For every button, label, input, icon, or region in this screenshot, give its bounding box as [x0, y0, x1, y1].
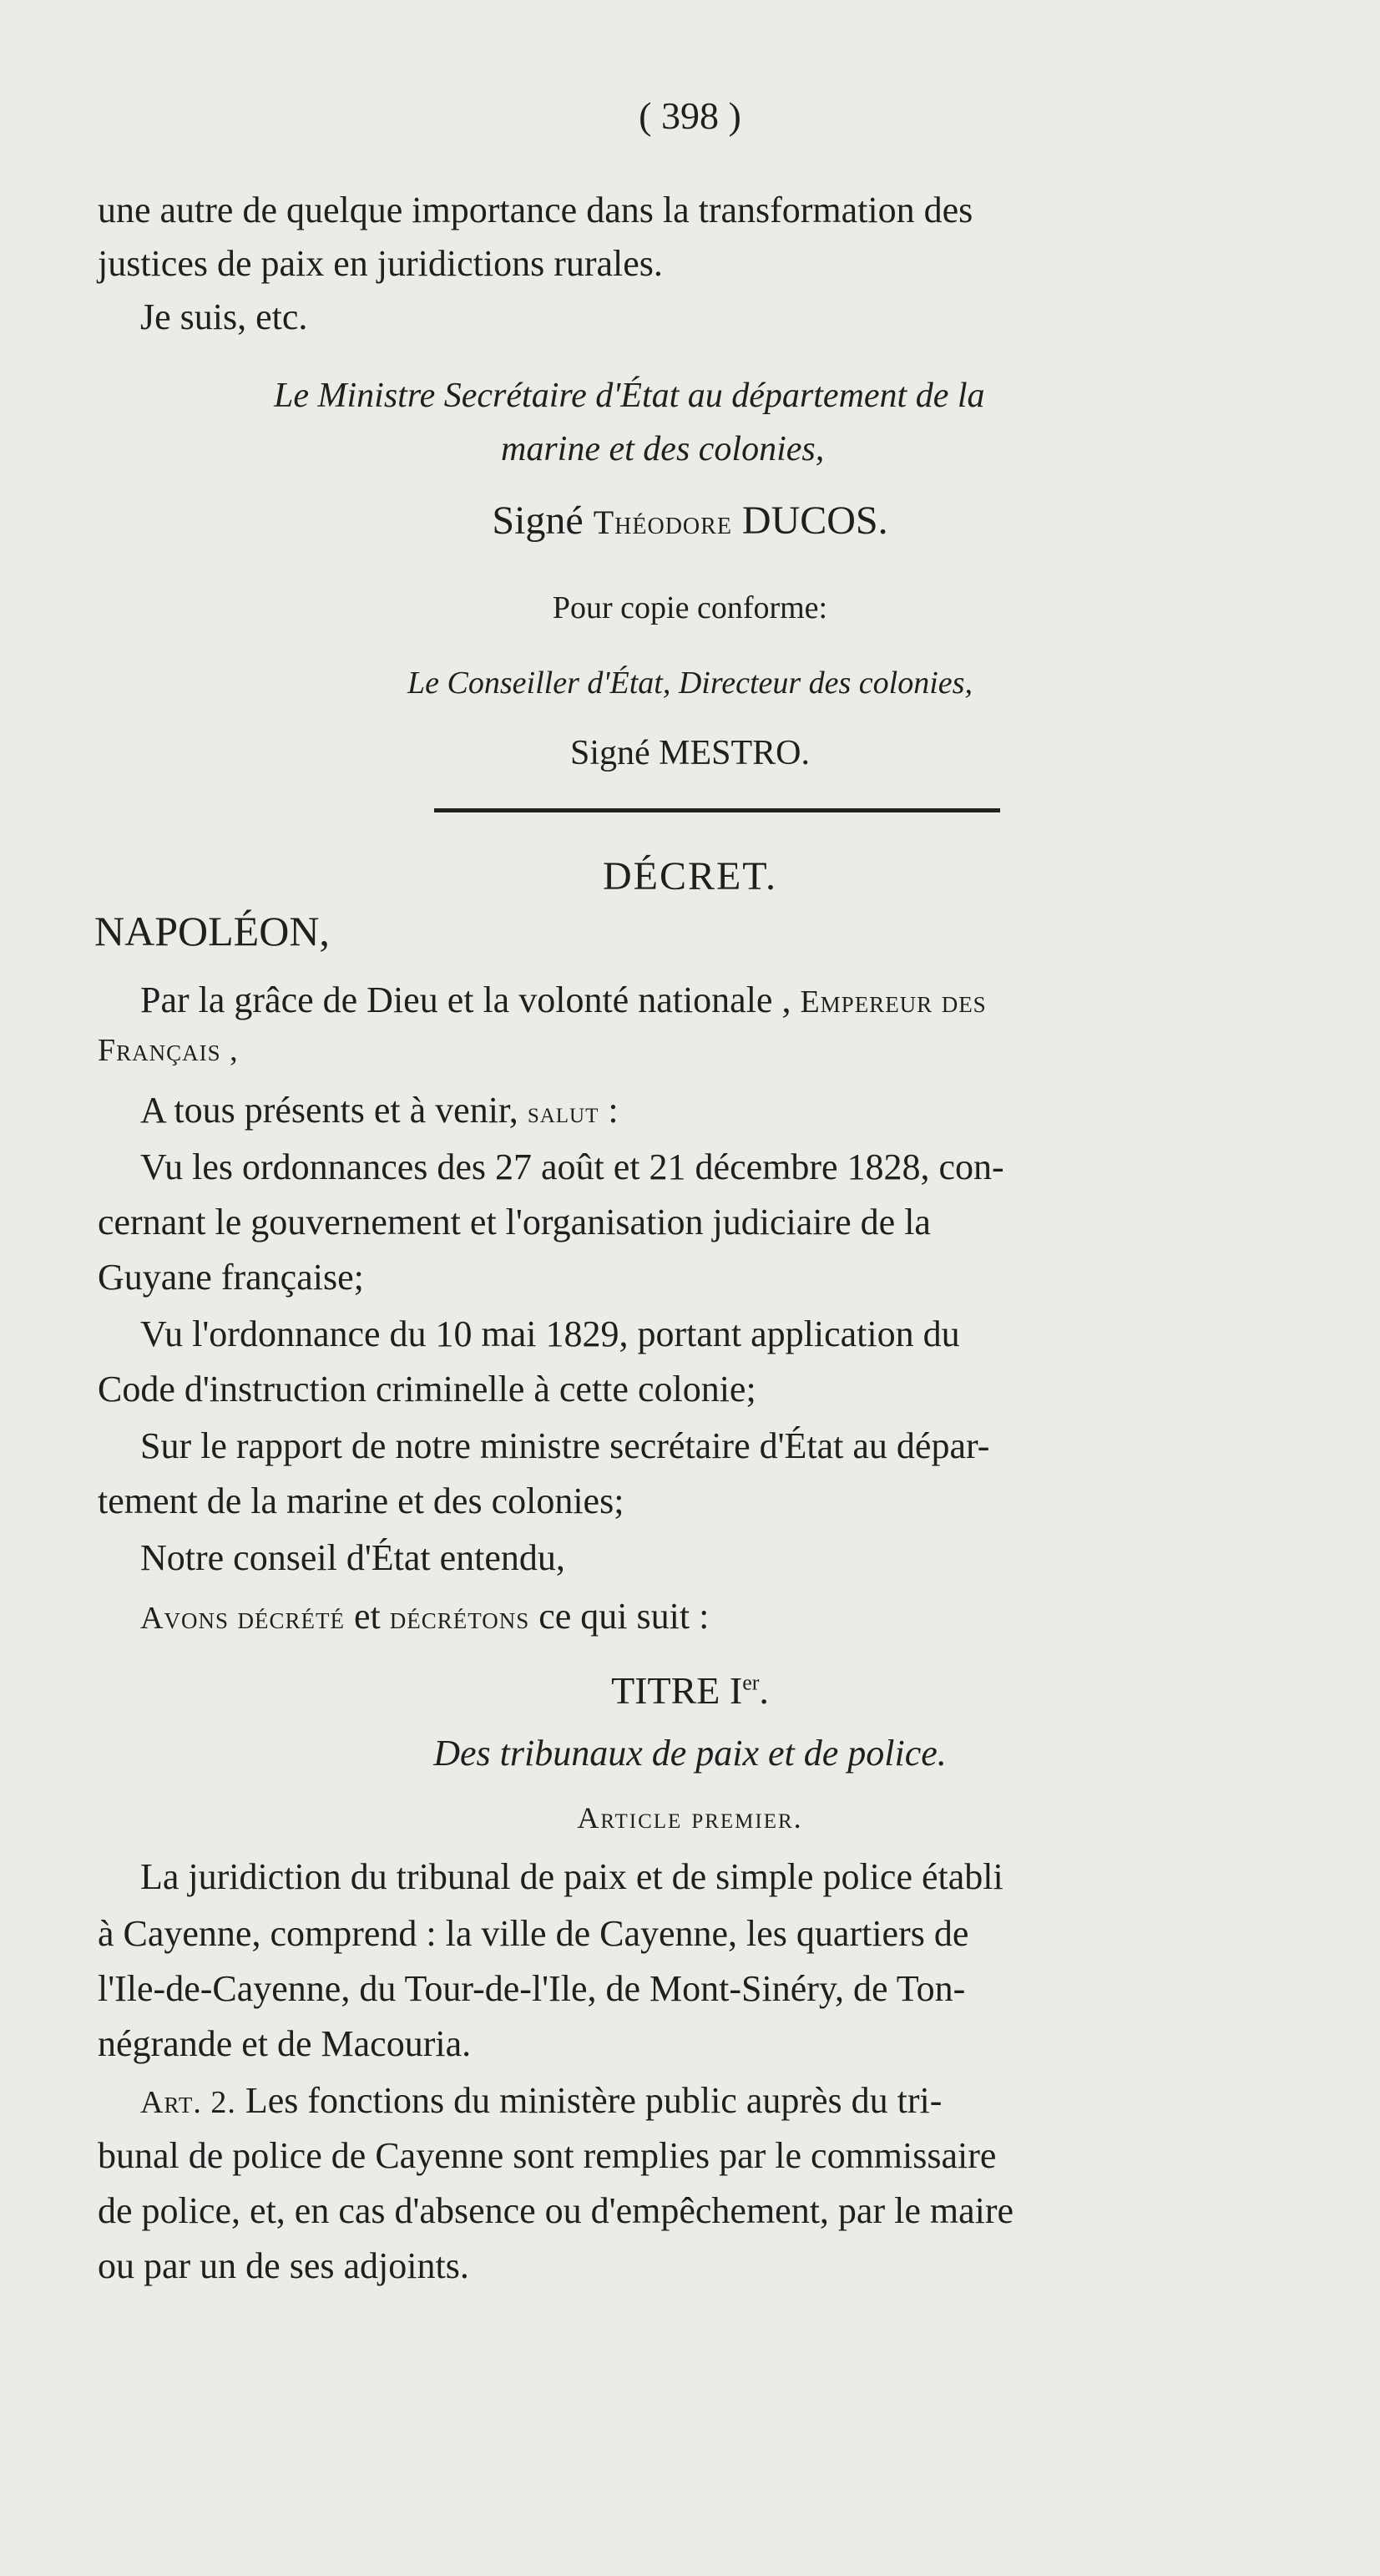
- intro-line: une autre de quelque importance dans la transformation des: [98, 190, 973, 230]
- ce-qui-suit: ce qui suit :: [538, 1596, 710, 1637]
- article2-line: de police, et, en cas d'absence ou d'empêchement, par le maire: [98, 2190, 1014, 2231]
- decree-heading: DÉCRET.: [602, 854, 778, 898]
- article1-line: négrande et de Macouria.: [98, 2023, 472, 2064]
- salut-word: salut: [527, 1096, 599, 1129]
- titre-subtitle: Des tribunaux de paix et de police.: [433, 1733, 947, 1774]
- vu-ordonnances-line: Guyane française;: [98, 1257, 364, 1298]
- signature-mestro: Signé MESTRO.: [569, 734, 811, 772]
- signature-ducos: [0, 498, 1380, 544]
- conseil-line: Notre conseil d'État entendu,: [140, 1537, 565, 1578]
- first-name: Théodore: [593, 504, 732, 541]
- vu-ordonnances-line: Vu les ordonnances des 27 août et 21 décembre 1828, con-: [140, 1146, 1004, 1187]
- vu-ordonnances-line: cernant le gouvernement et l'organisation judiciaire de la: [98, 1202, 931, 1242]
- last-name: DUCOS.: [741, 498, 888, 543]
- intro-line: justices de paix en juridictions rurales.: [98, 243, 663, 284]
- et-word: et: [353, 1596, 381, 1637]
- empereur-title: Empereur des: [800, 984, 987, 1020]
- decretons: décrétons: [389, 1601, 530, 1636]
- titre-period: .: [759, 1669, 769, 1712]
- avons-decrete-line: [140, 1595, 709, 1637]
- page-number: ( 398 ): [639, 94, 741, 137]
- conseiller-title: Le Conseiller d'État, Directeur des colonies,: [407, 666, 973, 701]
- vu-ordonnance-line: Code d'instruction criminelle à cette colonie;: [98, 1369, 756, 1409]
- article2-line: ou par un de ses adjoints.: [98, 2245, 469, 2286]
- article2-line: bunal de police de Cayenne sont remplies par le commissaire: [98, 2135, 997, 2176]
- pour-copie: Pour copie conforme:: [552, 590, 828, 625]
- salut-line: [140, 1089, 619, 1131]
- signe-word: Signé: [492, 498, 584, 543]
- vu-ordonnance-line: Vu l'ordonnance du 10 mai 1829, portant application du: [140, 1313, 960, 1354]
- grace-text: Par la grâce de Dieu et la volonté nationale ,: [140, 979, 791, 1020]
- article-premier-heading: Article premier.: [577, 1801, 803, 1835]
- emperor-name: NAPOLÉON,: [94, 908, 330, 954]
- titre-text: TITRE I: [611, 1669, 743, 1712]
- salut-colon: :: [608, 1090, 619, 1131]
- rapport-line: Sur le rapport de notre ministre secrétaire d'État au dépar-: [140, 1425, 990, 1466]
- minister-title: Le Ministre Secrétaire d'État au département de la: [274, 377, 985, 415]
- separator-rule: [434, 808, 1000, 812]
- art2-text: Les fonctions du ministère public auprès du tri-: [245, 2080, 943, 2121]
- art2-label: Art. 2.: [140, 2085, 236, 2120]
- titre-superscript: er: [742, 1670, 760, 1695]
- rapport-line: tement de la marine et des colonies;: [98, 1480, 624, 1521]
- francais-line: Français ,: [98, 1033, 239, 1068]
- article2-line: [140, 2079, 942, 2122]
- titre-heading: [0, 1668, 1380, 1713]
- salut-text: A tous présents et à venir,: [140, 1090, 518, 1131]
- minister-title: marine et des colonies,: [501, 430, 825, 468]
- article1-line: l'Ile-de-Cayenne, du Tour-de-l'Ile, de Mont-Sinéry, de Ton-: [98, 1968, 966, 2009]
- avons-decrete: Avons décrété: [140, 1601, 345, 1636]
- article1-line: à Cayenne, comprend : la ville de Cayenne, les quartiers de: [98, 1913, 969, 1954]
- grace-line: [140, 979, 987, 1021]
- article1-line: La juridiction du tribunal de paix et de simple police établi: [140, 1856, 1003, 1897]
- closing-line: Je suis, etc.: [140, 296, 308, 337]
